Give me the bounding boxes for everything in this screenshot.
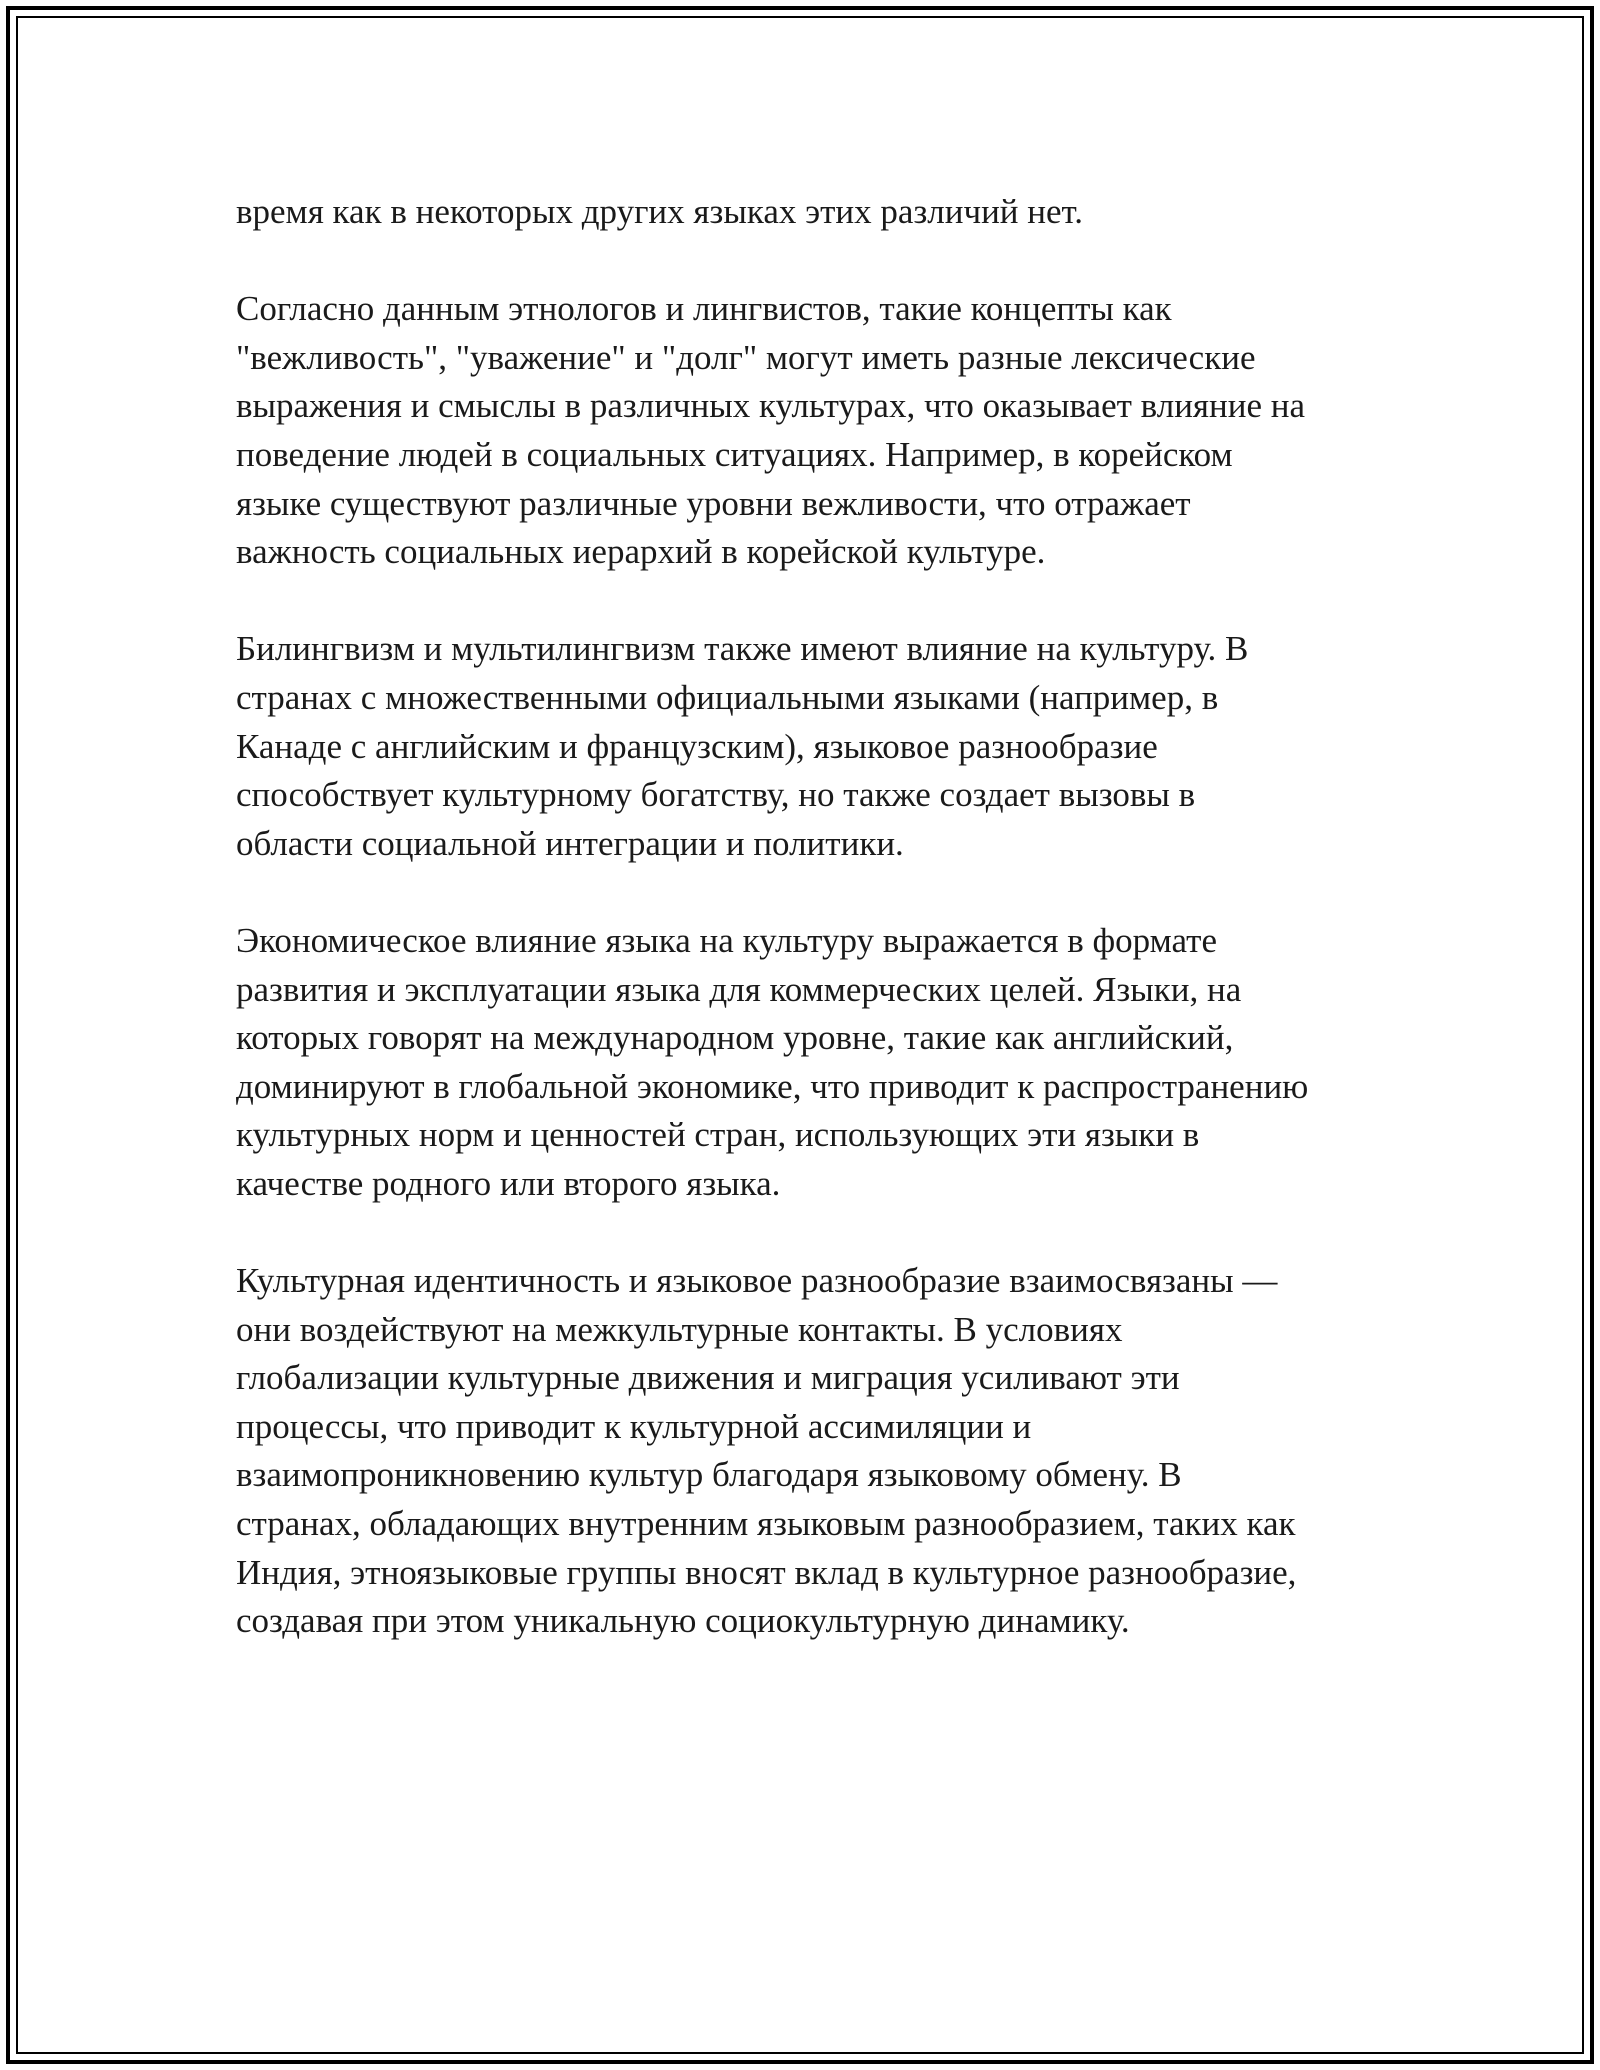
text-line: странах с множественными официальными языками (например, в [236, 677, 1219, 717]
text-line: качестве родного или второго языка. [236, 1163, 781, 1203]
text-line: Билингвизм и мультилингвизм также имеют влияние на культуру. В [236, 629, 1249, 669]
text-line: Согласно данным этнологов и лингвистов, такие концепты как [236, 289, 1172, 329]
text-line: создавая при этом уникальную социокультурную динамику. [236, 1601, 1130, 1641]
text-line: "вежливость", "уважение" и "долг" могут иметь разные лексические [236, 337, 1256, 377]
paragraph-4 [236, 917, 1386, 1209]
text-line: Экономическое влияние языка на культуру выражается в формате [236, 920, 1217, 960]
text-line: они воздействуют на межкультурные контакты. В условиях [236, 1309, 1123, 1349]
paragraph-5 [236, 1257, 1386, 1646]
text-line: культурных норм и ценностей стран, использующих эти языки в [236, 1115, 1200, 1155]
paragraph-2 [236, 285, 1386, 577]
text-line: важность социальных иерархий в корейской культуре. [236, 532, 1046, 572]
text-line: время как в некоторых других языках этих различий нет. [236, 192, 1083, 231]
text-line: развития и эксплуатации языка для коммерческих целей. Языки, на [236, 969, 1242, 1009]
text-line: выражения и смыслы в различных культурах, что оказывает влияние на [236, 386, 1306, 426]
text-line: странах, обладающих внутренним языковым разнообразием, таких как [236, 1504, 1296, 1544]
text-line: Культурная идентичность и языковое разнообразие взаимосвязаны — [236, 1261, 1278, 1301]
paragraph-3 [236, 625, 1386, 868]
document-body [236, 188, 1386, 1694]
text-line: которых говорят на международном уровне, такие как английский, [236, 1018, 1234, 1058]
text-line: области социальной интеграции и политики. [236, 823, 904, 863]
text-line: способствует культурному богатству, но также создает вызовы в [236, 775, 1196, 815]
paragraph-1 [236, 188, 1386, 237]
text-line: Индия, этноязыковые группы вносят вклад в культурное разнообразие, [236, 1552, 1297, 1592]
text-line: поведение людей в социальных ситуациях. Например, в корейском [236, 434, 1233, 474]
text-line: языке существуют различные уровни вежливости, что отражает [236, 483, 1191, 523]
text-line: глобализации культурные движения и миграция усиливают эти [236, 1358, 1180, 1398]
text-line: Канаде с английским и французским), языковое разнообразие [236, 726, 1158, 766]
text-line: процессы, что приводит к культурной ассимиляции и [236, 1406, 1032, 1446]
text-line: доминируют в глобальной экономике, что приводит к распространению [236, 1066, 1309, 1106]
text-line: взаимопроникновению культур благодаря языковому обмену. В [236, 1455, 1182, 1495]
